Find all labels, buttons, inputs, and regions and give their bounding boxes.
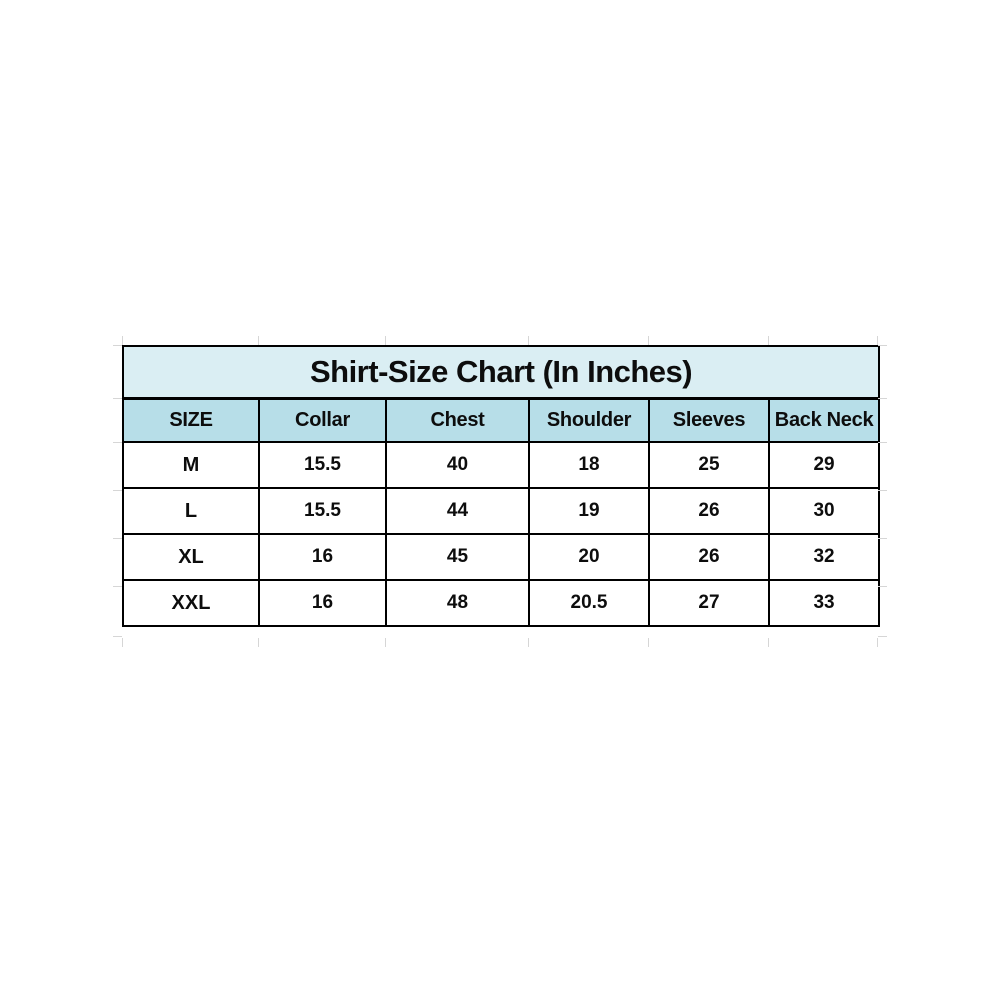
shirt-size-chart xyxy=(122,345,880,627)
table-row-m xyxy=(123,442,879,488)
sleeves-value: 25 xyxy=(649,442,769,488)
shoulder-value: 18 xyxy=(529,442,649,488)
size-chart-table xyxy=(122,345,878,627)
collar-value: 16 xyxy=(259,580,386,626)
collar-value: 15.5 xyxy=(259,442,386,488)
header-row xyxy=(123,399,879,443)
gridline-stub xyxy=(113,442,122,443)
gridline-stub xyxy=(878,345,887,346)
gridline-stub xyxy=(877,336,878,345)
collar-value: 15.5 xyxy=(259,488,386,534)
gridline-stub xyxy=(878,636,887,637)
chart-title: Shirt-Size Chart (In Inches) xyxy=(123,346,879,399)
shoulder-value: 19 xyxy=(529,488,649,534)
gridline-stub xyxy=(648,638,649,647)
size-label: M xyxy=(123,442,259,488)
chest-value: 45 xyxy=(386,534,529,580)
gridline-stub xyxy=(113,586,122,587)
shoulder-value: 20 xyxy=(529,534,649,580)
gridline-stub xyxy=(113,490,122,491)
gridline-stub xyxy=(878,538,887,539)
gridline-stub xyxy=(528,336,529,345)
column-header-sleeves: Sleeves xyxy=(649,399,769,443)
chest-value: 40 xyxy=(386,442,529,488)
gridline-stub xyxy=(878,490,887,491)
sleeves-value: 26 xyxy=(649,534,769,580)
column-header-chest: Chest xyxy=(386,399,529,443)
gridline-stub xyxy=(113,636,122,637)
gridline-stub xyxy=(878,442,887,443)
column-header-back-neck: Back Neck xyxy=(769,399,879,443)
chest-value: 48 xyxy=(386,580,529,626)
sleeves-value: 27 xyxy=(649,580,769,626)
column-header-shoulder: Shoulder xyxy=(529,399,649,443)
gridline-stub xyxy=(878,586,887,587)
gridline-stub xyxy=(385,336,386,345)
gridline-stub xyxy=(648,336,649,345)
gridline-stub xyxy=(877,638,878,647)
size-label: L xyxy=(123,488,259,534)
sleeves-value: 26 xyxy=(649,488,769,534)
back-neck-value: 32 xyxy=(769,534,879,580)
title-row xyxy=(123,346,879,399)
column-header-size: SIZE xyxy=(123,399,259,443)
gridline-stub xyxy=(528,638,529,647)
table-row-l xyxy=(123,488,879,534)
size-label: XL xyxy=(123,534,259,580)
gridline-stub xyxy=(113,538,122,539)
gridline-stub xyxy=(258,638,259,647)
gridline-stub xyxy=(113,398,122,399)
shoulder-value: 20.5 xyxy=(529,580,649,626)
gridline-stub xyxy=(258,336,259,345)
gridline-stub xyxy=(768,638,769,647)
column-header-collar: Collar xyxy=(259,399,386,443)
size-label: XXL xyxy=(123,580,259,626)
gridline-stub xyxy=(878,398,887,399)
chest-value: 44 xyxy=(386,488,529,534)
table-row-xl xyxy=(123,534,879,580)
gridline-stub xyxy=(385,638,386,647)
gridline-stub xyxy=(113,345,122,346)
collar-value: 16 xyxy=(259,534,386,580)
table-row-xxl xyxy=(123,580,879,626)
gridline-stub xyxy=(122,638,123,647)
back-neck-value: 33 xyxy=(769,580,879,626)
gridline-stub xyxy=(768,336,769,345)
gridline-stub xyxy=(122,336,123,345)
back-neck-value: 29 xyxy=(769,442,879,488)
back-neck-value: 30 xyxy=(769,488,879,534)
